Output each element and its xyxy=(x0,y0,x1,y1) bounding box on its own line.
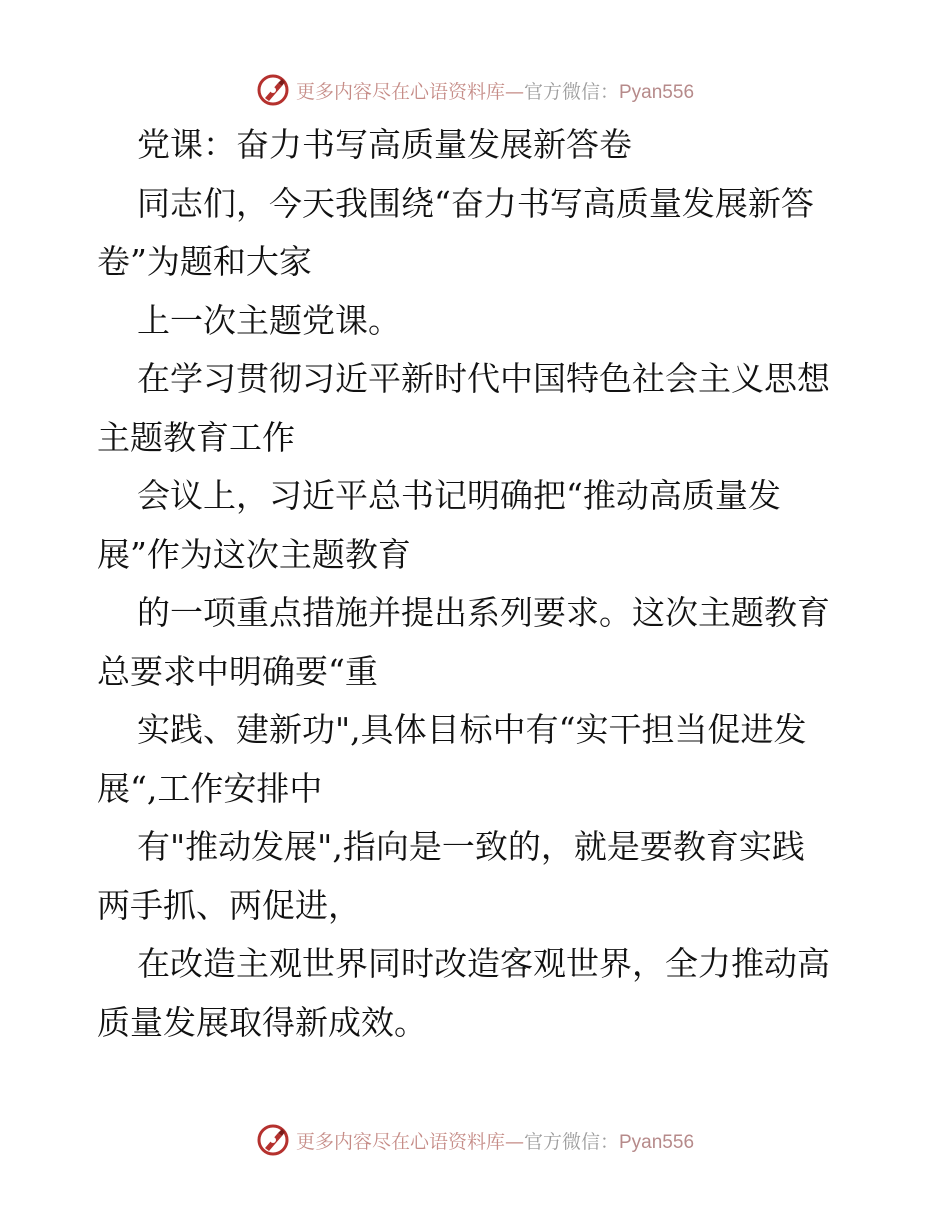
body-line: 同志们，今天我围绕“奋力书写高质量发展新答 xyxy=(137,183,814,223)
header-watermark xyxy=(0,70,950,110)
pen-circle-logo-icon xyxy=(256,1123,290,1157)
document-title: 党课：奋力书写高质量发展新答卷 xyxy=(137,125,632,164)
body-line: 展“,工作安排中 xyxy=(97,768,323,808)
body-line: 在改造主观世界同时改造客观世界，全力推动高 xyxy=(137,944,830,983)
body-line: 主题教育工作 xyxy=(97,417,295,457)
watermark-content xyxy=(256,73,694,107)
watermark-content xyxy=(256,1123,694,1157)
watermark-wechat-label: 官方微信： xyxy=(523,80,619,103)
watermark-dash: — xyxy=(504,80,524,103)
footer-watermark xyxy=(0,1120,950,1160)
body-line: 质量发展取得新成效。 xyxy=(97,1002,427,1042)
body-line: 上一次主题党课。 xyxy=(137,300,401,340)
document-body xyxy=(97,116,857,1052)
watermark-site-text: 更多内容尽在心语资料库 xyxy=(295,80,505,103)
body-line: 会议上，习近平总书记明确把“推动高质量发 xyxy=(137,476,781,515)
body-line: 在学习贯彻习近平新时代中国特色社会主义思想 xyxy=(137,359,830,398)
body-line: 的一项重点措施并提出系列要求。这次主题教育 xyxy=(137,593,830,632)
watermark-wechat-label: 官方微信： xyxy=(523,1130,619,1153)
pen-circle-logo-icon xyxy=(256,73,290,107)
body-line: 总要求中明确要“重 xyxy=(97,651,378,691)
body-line: 实践、建新功",具体目标中有“实干担当促进发 xyxy=(137,710,807,749)
body-line: 有"推动发展",指向是一致的，就是要教育实践 xyxy=(137,827,805,866)
body-lines xyxy=(97,175,857,1053)
watermark-wechat-id: Pyan556 xyxy=(619,81,695,103)
body-line: 两手抓、两促进， xyxy=(97,885,361,925)
watermark-text xyxy=(296,77,694,104)
body-line: 展”作为这次主题教育 xyxy=(97,534,411,574)
watermark-text xyxy=(296,1127,694,1154)
body-line: 卷”为题和大家 xyxy=(97,242,312,281)
watermark-wechat-id: Pyan556 xyxy=(619,1131,695,1153)
watermark-site-text: 更多内容尽在心语资料库 xyxy=(295,1130,505,1153)
watermark-dash: — xyxy=(504,1130,524,1153)
